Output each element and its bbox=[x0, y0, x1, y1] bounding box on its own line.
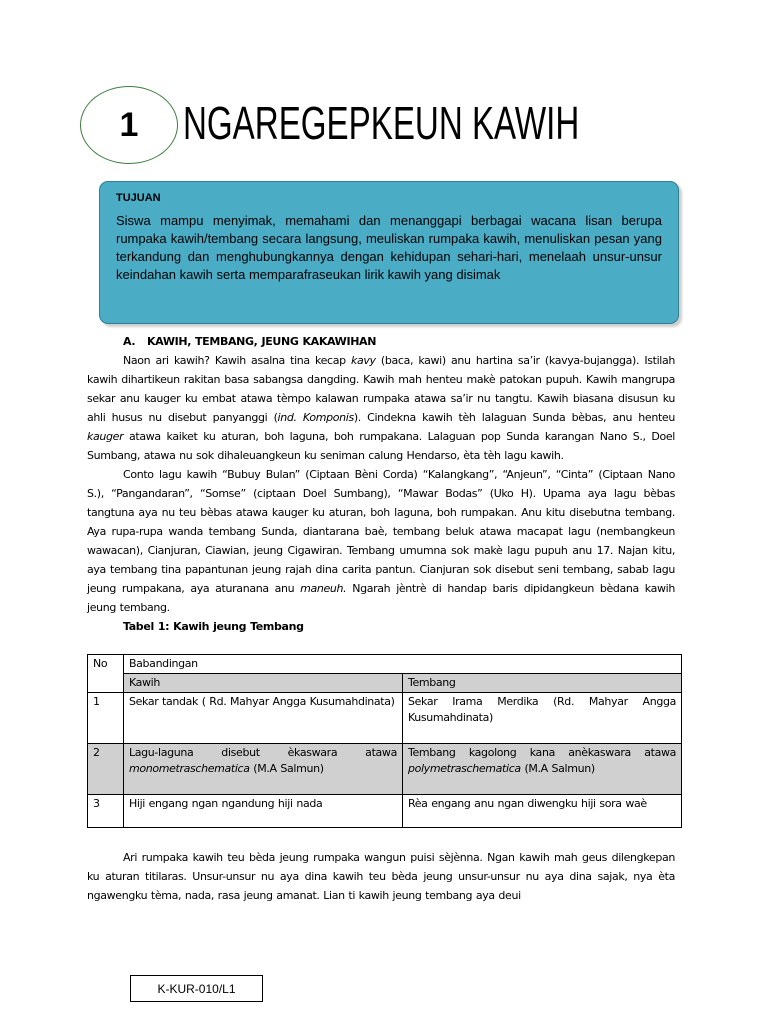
paragraph-1 bbox=[87, 351, 675, 465]
main-content bbox=[87, 332, 675, 905]
tujuan-box bbox=[99, 181, 679, 324]
para2-text-2: Ngarah jèntrè di handap baris dipidangkeun bèdana kawih jeung tembang. bbox=[87, 582, 675, 614]
chapter-title: NGAREGEPKEUN KAWIH bbox=[183, 97, 580, 149]
row-no: 2 bbox=[88, 744, 124, 795]
row-tembang-source: (M.A Salmun) bbox=[520, 762, 595, 775]
chapter-number-oval bbox=[80, 86, 178, 164]
tujuan-heading: TUJUAN bbox=[116, 192, 161, 204]
header-babandingan: Babandingan bbox=[123, 655, 681, 674]
row-tembang bbox=[402, 744, 681, 795]
row-tembang-text: Tembang kagolong kana anèkaswara atawa bbox=[407, 746, 676, 759]
comparison-table bbox=[87, 654, 682, 828]
section-heading bbox=[123, 332, 675, 351]
row-kawih: Hiji engang ngan ngandung hiji nada bbox=[123, 795, 402, 828]
row-kawih-term: monometraschematica bbox=[128, 762, 250, 775]
row-kawih-text: Lagu-laguna disebut èkaswara atawa bbox=[128, 746, 397, 759]
tujuan-text: Siswa mampu menyimak, memahami dan menanggapi berbagai wacana lisan berupa rumpaka kawih/tembang secara langsung, meuliskan rumpaka kawih, menuliskan pesan yang terkandung dan menghubungkannya dengan kehidupan sehari-hari, menelaah unsur-unsur keindahan kawih serta memparafraseukan lirik kawih yang disimak bbox=[116, 213, 662, 282]
row-kawih-source: (M.A Salmun) bbox=[249, 762, 324, 775]
table-subheader-row bbox=[88, 674, 682, 693]
para1-text-4: atawa kaiket ku aturan, boh laguna, boh rumpakana. Lalaguan pop Sunda karangan Nano S., Doel Sumbang, atawa nu sok dihaleuangkeun ku seniman calung Hendarso, èta tèh lagu kawih. bbox=[87, 430, 675, 462]
section-title: KAWIH, TEMBANG, JEUNG KAKAWIHAN bbox=[147, 335, 377, 348]
row-no: 1 bbox=[88, 693, 124, 744]
header-kawih: Kawih bbox=[123, 674, 402, 693]
table-caption: Tabel 1: Kawih jeung Tembang bbox=[123, 620, 304, 633]
para2-text-1: Conto lagu kawih “Bubuy Bulan” (Ciptaan Bèni Corda) “Kalangkang”, “Anjeun”, “Cinta” (Ciptaan Nano S.), “Pangandaran”, “Somse” (ciptaan Doel Sumbang), “Mawar Bodas” (Uko H). Upama aya lagu bèbas tangtuna aya nu teu bèbas atawa kauger ku aturan, boh laguna, boh rumpakan. Anu kitu disebutna tembang. Aya rupa-rupa wanda tembang Sunda, diantarana baè, tembang beluk atawa macapat lagu (nembangkeun wawacan), Cianjuran, Ciawian, jeung Cigawiran. Tembang umumna sok makè lagu pupuh anu 17. Najan kitu, aya tembang tina papantunan jeung rajah dina carita pantun. Cianjuran sok disebut seni tembang, sabab lagu jeung rumpakana, aya aturanana anu bbox=[87, 468, 675, 595]
row-tembang: Rèa engang anu ngan diwengku hiji sora waè bbox=[402, 795, 681, 828]
para1-ind: ind. Komponis bbox=[277, 411, 354, 424]
table-row bbox=[88, 795, 682, 828]
header-no: No bbox=[88, 655, 124, 693]
row-kawih: Sekar tandak ( Rd. Mahyar Angga Kusumahdinata) bbox=[123, 693, 402, 744]
row-tembang-term: polymetraschematica bbox=[407, 762, 521, 775]
table-row bbox=[88, 744, 682, 795]
row-kawih bbox=[123, 744, 402, 795]
para1-text-3: ). Cindekna kawih tèh lalaguan Sunda bèbas, anu henteu bbox=[353, 411, 675, 424]
para1-kavy: kavy bbox=[350, 354, 376, 367]
para1-kauger: kauger bbox=[87, 430, 124, 443]
para2-maneuh: maneuh. bbox=[300, 582, 347, 595]
chapter-number: 1 bbox=[119, 105, 139, 144]
document-code: K-KUR-010/L1 bbox=[130, 975, 263, 1002]
table-header-row bbox=[88, 655, 682, 674]
para1-text-1: Naon ari kawih? Kawih asalna tina kecap bbox=[123, 354, 351, 367]
paragraph-2 bbox=[87, 465, 675, 617]
row-no: 3 bbox=[88, 795, 124, 828]
row-tembang: Sekar Irama Merdika (Rd. Mahyar Angga Kusumahdinata) bbox=[402, 693, 681, 744]
para1-text-2: (baca, kawi) anu hartina sa’ir (kavya-bujangga). Istilah kawih dihartikeun rakitan basa sabangsa dangding. Kawih mah henteu makè patokan pupuh. Kawih mangrupa sekar anu kauger ku embat atawa tèmpo kalawan rumpaka atawa sa’ir nu tangtu. Kawih biasana disusun ku ahli husus nu disebut panyanggi ( bbox=[87, 354, 675, 424]
paragraph-3: Ari rumpaka kawih teu bèda jeung rumpaka wangun puisi sèjènna. Ngan kawih mah geus dilengkepan ku aturan titilaras. Unsur-unsur nu aya dina kawih teu bèda jeung unsur-unsur nu aya dina sajak, nya èta ngawengku tèma, nada, rasa jeung amanat. Lian ti kawih jeung tembang aya deui bbox=[87, 851, 675, 902]
table-row bbox=[88, 693, 682, 744]
header-tembang: Tembang bbox=[402, 674, 681, 693]
section-label: A. bbox=[123, 335, 136, 348]
